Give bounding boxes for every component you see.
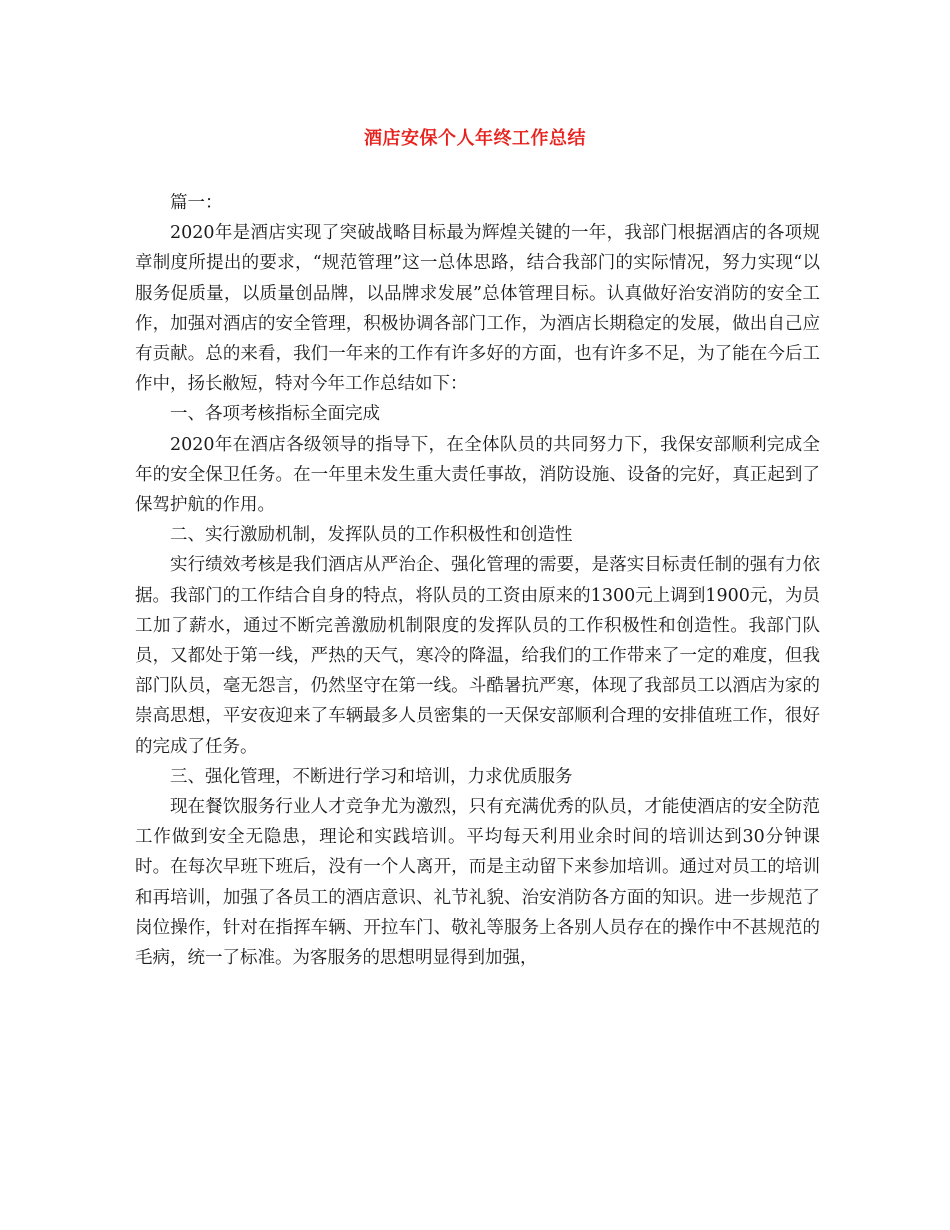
intro-paragraph: 2020年是酒店实现了突破战略目标最为辉煌关键的一年，我部门根据酒店的各项规章制度所提出的要求，“规范管理”这一总体思路，结合我部门的实际情况，努力实现“以服务促质量，以质量创品牌，以品牌求发展”总体管理目标。认真做好治安消防的安全工作，加强对酒店的安全管理，积极协调各部门工作，为酒店长期稳定的发展，做出自己应有贡献。总的来看，我们一年来的工作有许多好的方面，也有许多不足，为了能在今后工作中，扬长敝短，特对今年工作总结如下： <box>135 223 820 395</box>
section-paragraph-2: 实行绩效考核是我们酒店从严治企、强化管理的需要，是落实目标责任制的强有力依据。我部门的工作结合自身的特点，将队员的工资由原来的1300元上调到1900元，为员工加了薪水，通过不断完善激励机制限度的发挥队员的工作积极性和创造性。我部门队员，又都处于第一线，严热的天气，寒冷的降温，给我们的工作带来了一定的难度，但我部门队员，毫无怨言，仍然坚守在第一线。斗酷暑抗严寒，体现了我部员工以酒店为家的崇高思想，平安夜迎来了车辆最多人员密集的一天保安部顺利合理的安排值班工作，很好的完成了任务。 <box>135 555 820 757</box>
document-title: 酒店安保个人年终工作总结 <box>364 128 586 149</box>
section-heading-1: 一、各项考核指标全面完成 <box>170 404 380 425</box>
section-paragraph-3: 现在餐饮服务行业人才竞争尤为激烈，只有充满优秀的队员，才能使酒店的安全防范工作做到安全无隐患，理论和实践培训。平均每天利用业余时间的培训达到30分钟课时。在每次早班下班后，没有一个人离开，而是主动留下来参加培训。通过对员工的培训和再培训，加强了各员工的酒店意识、礼节礼貌、治安消防各方面的知识。进一步规范了岗位操作，针对在指挥车辆、开拉车门、敬礼等服务上各别人员存在的操作中不甚规范的毛病，统一了标准。为客服务的思想明显得到加强， <box>135 797 820 969</box>
section-heading-3: 三、强化管理，不断进行学习和培训，力求优质服务 <box>170 766 573 787</box>
document-body <box>135 188 820 973</box>
section-label: 篇一： <box>170 193 223 213</box>
section-heading-2: 二、实行激励机制，发挥队员的工作积极性和创造性 <box>170 525 573 546</box>
section-paragraph-1: 2020年在酒店各级领导的指导下，在全体队员的共同努力下，我保安部顺利完成全年的安全保卫任务。在一年里未发生重大责任事故，消防设施、设备的完好，真正起到了保驾护航的作用。 <box>135 434 820 516</box>
